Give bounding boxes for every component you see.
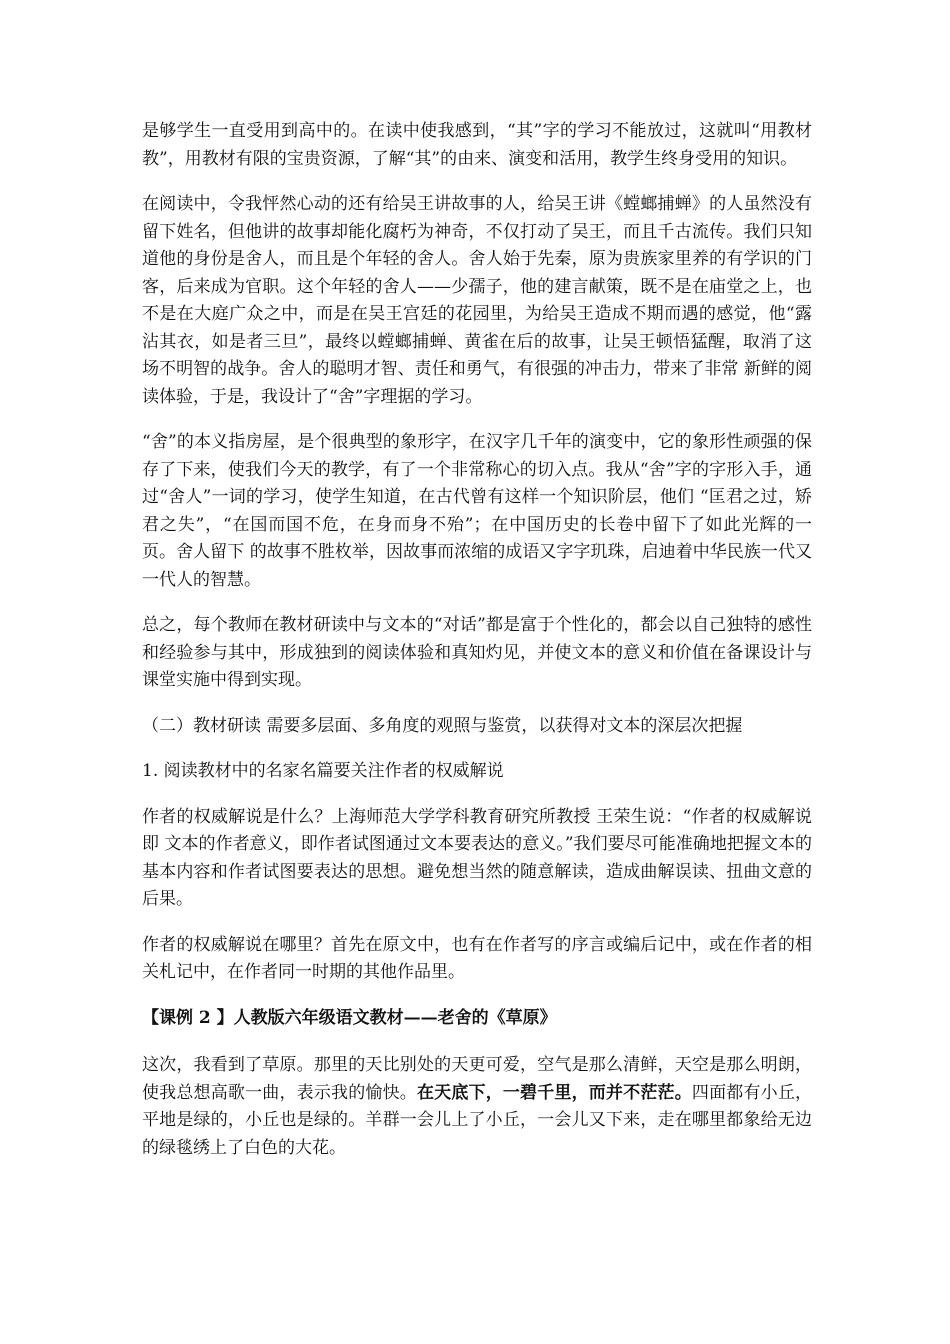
paragraph-3: “舍”的本义指房屋，是个很典型的象形字，在汉字几千年的演变中，它的象形性顽强的保存了下来，使我们今天的教学，有了一个非常称心的切入点。我从“舍”字的字形入手，通过“舍人”一词的学习，使学生知道，在古代曾有这样一个知识阶层，他们 “匡君之过，矫君之失”，“在国而国不危，在身而身不殆”；在中国历史的长卷中留下了如此光辉的一页。舍人留下 的故事不胜枚举，因故事而浓缩的成语又字字玑珠，启迪着中华民族一代又一代人的智慧。 xyxy=(142,432,812,590)
subsection-heading-1: 1. 阅读教材中的名家名篇要关注作者的权威解说 xyxy=(142,761,504,781)
paragraph-6: 作者的权威解说在哪里？首先在原文中，也有在作者写的序言或编后记中，或在作者的相关札记中，在作者同一时期的其他作品里。 xyxy=(142,934,812,982)
lesson-example-heading: 【课例 2 】人教版六年级语文教材——老舍的《草原》 xyxy=(142,1007,557,1028)
paragraph-4: 总之，每个教师在教材研读中与文本的“对话”都是富于个性化的，都会以自己独特的感性和经验参与其中，形成独到的阅读体验和真知灼见，并使文本的意义和价值在备课设计与课堂实施中得到实现。 xyxy=(142,615,812,690)
paragraph-7-bold-text: 在天底下，一碧千里，而并不茫茫。 xyxy=(416,1082,692,1103)
paragraph-7 xyxy=(142,1052,812,1162)
paragraph-7-text-start: 这次，我看到了草原。那里的天比别处的天更可爱，空气是那么清鲜，天空是那么明朗，使我总想高歌一曲，表示我的愉快。 xyxy=(142,1055,812,1103)
paragraph-5: 作者的权威解说是什么？上海师范大学学科教育研究所教授 王荣生说：“作者的权威解说 即 文本的作者意义，即作者试图通过文本要表达的意义。”我们要尽可能准确地把握文本的基本内容和作者试图要表达的思想。避免想当然的随意解读，造成曲解误读、扭曲文意的后果。 xyxy=(142,806,812,909)
document-page xyxy=(142,118,812,1180)
paragraph-1: 是够学生一直受用到高中的。在读中使我感到，“其”字的学习不能放过，这就叫“用教材教”，用教材有限的宝贵资源，了解“其”的由来、演变和活用，教学生终身受用的知识。 xyxy=(142,121,812,169)
paragraph-7-text-end: 四面都有小丘，平地是绿的，小丘也是绿的。羊群一会儿上了小丘，一会儿又下来，走在哪里都象给无边的绿毯绣上了白色的大花。 xyxy=(142,1082,813,1158)
paragraph-2: 在阅读中，令我怦然心动的还有给吴王讲故事的人，给吴王讲《螳螂捕蝉》的人虽然没有留下姓名，但他讲的故事却能化腐朽为神奇，不仅打动了吴王，而且千古流传。我们只知道他的身份是舍人，而且是个年轻的舍人。舍人始于先秦，原为贵族家里养的有学识的门客，后来成为官职。这个年轻的舍人——少孺子，他的建言献策，既不是在庙堂之上，也不是在大庭广众之中，而是在吴王宫廷的花园里，为给吴王造成不期而遇的感觉，他“露沾其衣，如是者三旦”，最终以螳螂捕蝉、黄雀在后的故事，让吴王顿悟猛醒，取消了这场不明智的战争。舍人的聪明才智、责任和勇气，有很强的冲击力，带来了非常 新鲜的阅读体验，于是，我设计了“舍”字理据的学习。 xyxy=(142,194,812,407)
section-heading-2: （二）教材研读 需要多层面、多角度的观照与鉴赏，以获得对文本的深层次把握 xyxy=(142,715,743,736)
